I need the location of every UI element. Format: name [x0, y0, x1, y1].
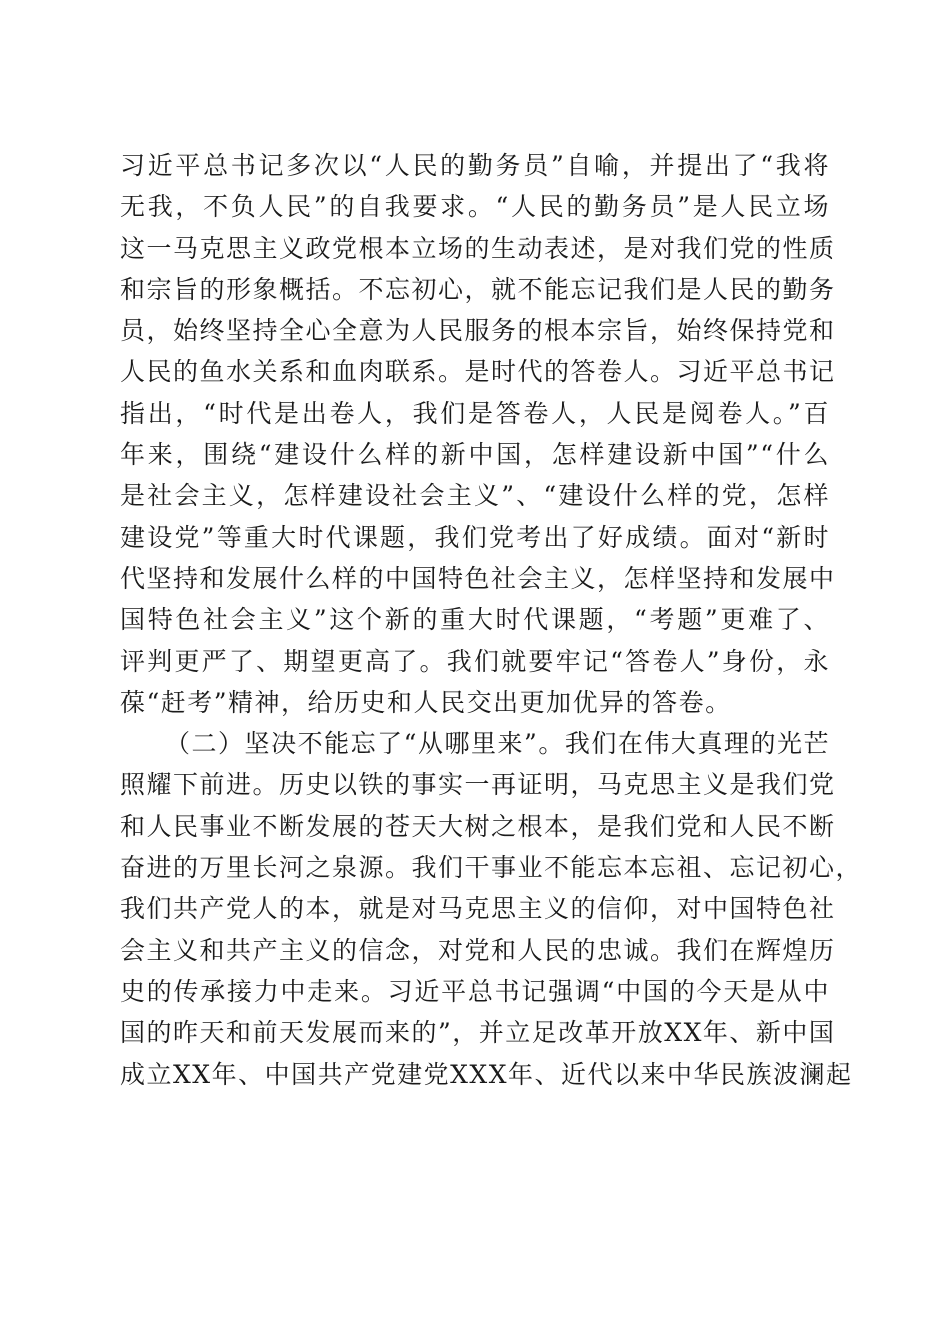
paragraph-line: 无我，不负人民”的自我要求。“人民的勤务员”是人民立场 [120, 192, 830, 222]
paragraph-line: 照耀下前进。历史以铁的事实一再证明，马克思主义是我们党 [120, 770, 836, 800]
paragraph-line: 评判更严了、期望更高了。我们就要牢记“答卷人”身份，永 [120, 646, 830, 676]
paragraph-line: 成立XX年、中国共产党建党XXX年、近代以来中华民族波澜起 [120, 1059, 853, 1089]
paragraph-line: 建设党”等重大时代课题，我们党考出了好成绩。面对“新时 [120, 522, 830, 552]
paragraph-line: 这一马克思主义政党根本立场的生动表述，是对我们党的性质 [120, 233, 836, 263]
section-heading-line: （二）坚决不能忘了“从哪里来”。我们在伟大真理的光芒 [165, 729, 830, 759]
paragraph-line: 和人民事业不断发展的苍天大树之根本，是我们党和人民不断 [120, 811, 836, 841]
paragraph-line: 葆“赶考”精神，给历史和人民交出更加优异的答卷。 [120, 687, 732, 717]
document-body [120, 145, 863, 1095]
paragraph-line: 和宗旨的形象概括。不忘初心，就不能忘记我们是人民的勤务 [120, 274, 836, 304]
paragraph-line: 代坚持和发展什么样的中国特色社会主义，怎样坚持和发展中 [120, 563, 836, 593]
paragraph-line: 国的昨天和前天发展而来的”，并立足改革开放XX年、新中国 [120, 1018, 836, 1048]
paragraph-line: 年来，围绕“建设什么样的新中国，怎样建设新中国”“什么 [120, 440, 830, 470]
paragraph-line: 指出，“时代是出卷人，我们是答卷人，人民是阅卷人。”百 [120, 398, 830, 428]
paragraph-line: 人民的鱼水关系和血肉联系。是时代的答卷人。习近平总书记 [120, 357, 836, 387]
paragraph-line: 是社会主义，怎样建设社会主义”、“建设什么样的党，怎样 [120, 481, 830, 511]
paragraph-line: 我们共产党人的本，就是对马克思主义的信仰，对中国特色社 [120, 894, 836, 924]
paragraph-line: 员，始终坚持全心全意为人民服务的根本宗旨，始终保持党和 [120, 316, 836, 346]
paragraph-line: 国特色社会主义”这个新的重大时代课题，“考题”更难了、 [120, 605, 830, 635]
paragraph-line: 奋进的万里长河之泉源。我们干事业不能忘本忘祖、忘记初心， [120, 853, 863, 883]
paragraph-line: 会主义和共产主义的信念，对党和人民的忠诚。我们在辉煌历 [120, 935, 836, 965]
paragraph-line: 习近平总书记多次以“人民的勤务员”自喻，并提出了“我将 [120, 151, 830, 180]
paragraph-line: 史的传承接力中走来。习近平总书记强调“中国的今天是从中 [120, 976, 830, 1006]
